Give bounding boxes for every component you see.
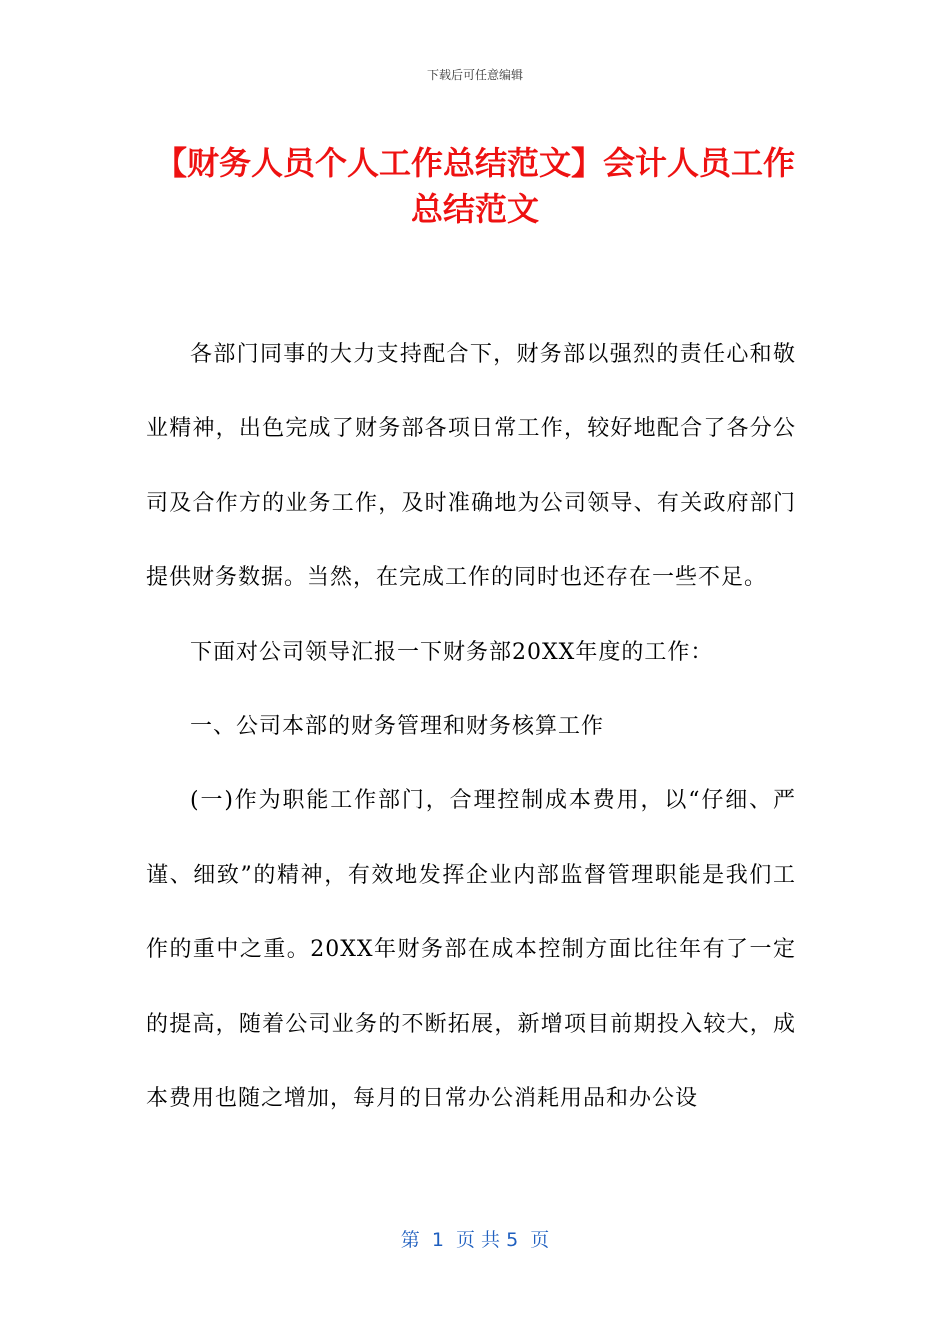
section-heading-1: 一、公司本部的财务管理和财务核算工作 [190, 714, 605, 740]
document-body [146, 318, 796, 1136]
document-title: 【财务人员个人工作总结范文】会计人员工作总结范文 [154, 144, 795, 228]
paragraph-intro: 各部门同事的大力支持配合下，财务部以强烈的责任心和敬业精神，出色完成了财务部各项日常工作，较好地配合了各分公司及合作方的业务工作，及时准确地为公司领导、有关政府部门提供财务数据。当然，在完成工作的同时也还存在一些不足。 [146, 342, 796, 591]
page-number: 第 1 页 共 5 页 [400, 1229, 550, 1251]
paragraph-report-lead: 下面对公司领导汇报一下财务部20XX年度的工作： [190, 639, 714, 665]
header-note: 下载后可任意编辑 [426, 68, 523, 82]
paragraph-cost-control: (一)作为职能工作部门，合理控制成本费用，以“仔细、严谨、细致”的精神，有效地发挥企业内部监督管理职能是我们工作的重中之重。20XX年财务部在成本控制方面比往年有了一定的提高，随着公司业务的不断拓展，新增项目前期投入较大，成本费用也随之增加，每月的日常办公消耗用品和办公设 [146, 788, 796, 1112]
